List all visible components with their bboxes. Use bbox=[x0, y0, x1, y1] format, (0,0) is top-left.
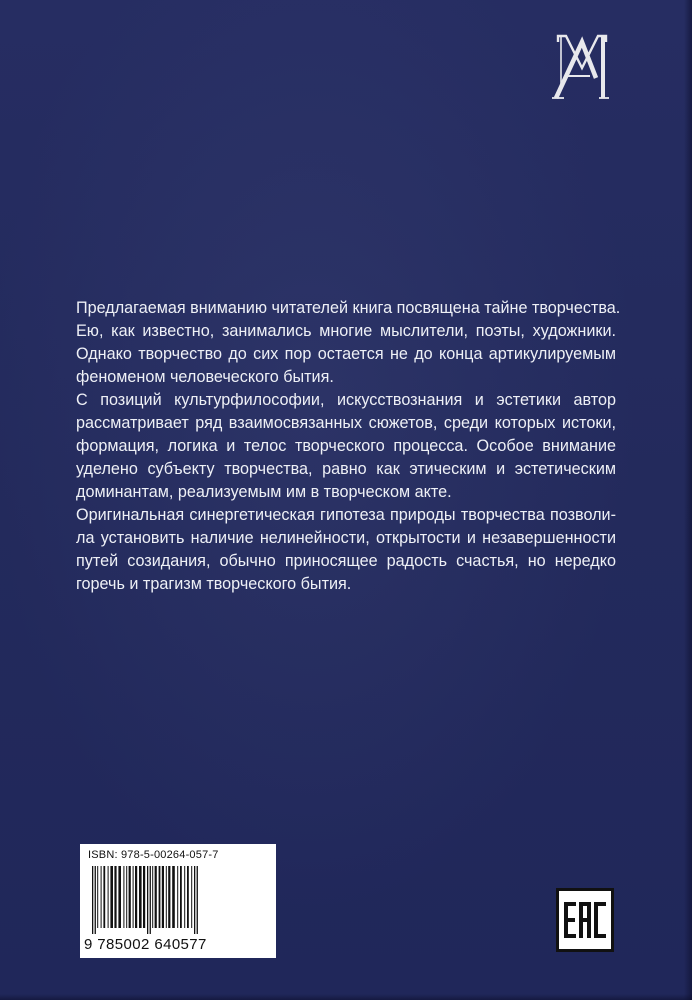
barcode-bar bbox=[166, 866, 167, 928]
description-line: доминантам, реализуемым им в творческом акте. bbox=[76, 483, 452, 501]
spine-shadow bbox=[684, 0, 692, 1000]
barcode-bar bbox=[135, 866, 137, 928]
am-monogram-icon bbox=[552, 28, 612, 104]
barcode-bar bbox=[123, 866, 124, 928]
barcode-bar bbox=[147, 866, 148, 934]
barcode-bar bbox=[184, 866, 185, 928]
description-line: формация, логика и телос творческого процесса. Особое внимание bbox=[76, 437, 616, 455]
bottom-shadow bbox=[0, 994, 692, 1000]
barcode-bar bbox=[126, 866, 127, 928]
description-line: уделено субъекту творчества, равно как этическим и эстетическим bbox=[76, 460, 616, 478]
description-line: Оригинальная синергетическая гипотеза природы творчества позволи- bbox=[76, 506, 616, 524]
description-line: Однако творчество до сих пор остается не до конца артикулируемым bbox=[76, 345, 616, 363]
eac-mark-icon bbox=[556, 888, 614, 952]
barcode-bar bbox=[191, 866, 192, 928]
barcode-icon bbox=[88, 866, 270, 934]
barcode-bar bbox=[108, 866, 109, 928]
barcode-bar bbox=[118, 866, 121, 928]
description-line: рассматривает ряд взаимосвязанных сюжетов, среди которых истоки, bbox=[76, 414, 616, 432]
barcode-bar bbox=[129, 866, 131, 928]
barcode-bar bbox=[103, 866, 105, 928]
description-line: ла установить наличие нелинейности, открытости и незавершенности bbox=[76, 529, 616, 547]
description-line: путей созидания, обычно приносящее радость счастья, но нередко bbox=[76, 552, 616, 570]
barcode-bar bbox=[114, 866, 116, 928]
barcode-bar bbox=[155, 866, 157, 928]
barcode-bar bbox=[150, 866, 151, 934]
description-line: горечь и трагизм творческого бытия. bbox=[76, 575, 352, 593]
barcode-bar bbox=[110, 866, 113, 928]
barcode-bar bbox=[177, 866, 178, 928]
barcode-bar bbox=[139, 866, 142, 928]
barcode-bar bbox=[92, 866, 93, 934]
barcode-bar bbox=[159, 866, 161, 928]
description-line: Предлагаемая вниманию читателей книга посвящена тайне творчества. bbox=[76, 299, 621, 317]
description-line: Ею, как известно, занимались многие мыслители, поэты, художники. bbox=[76, 322, 616, 340]
barcode-bar bbox=[162, 866, 164, 928]
barcode-bar bbox=[101, 866, 102, 928]
barcode-bar bbox=[180, 866, 182, 928]
barcode-bar bbox=[194, 866, 195, 934]
book-description bbox=[76, 297, 621, 596]
barcode-bar bbox=[97, 866, 98, 928]
barcode-bar bbox=[168, 866, 170, 928]
barcode-bar bbox=[152, 866, 153, 928]
description-line: С позиций культурфилософии, искусствознания и эстетики автор bbox=[76, 391, 616, 409]
description-line: феноменом человеческого бытия. bbox=[76, 368, 334, 386]
barcode-bar bbox=[133, 866, 134, 928]
isbn-label: ISBN: 978-5-00264-057-7 bbox=[88, 849, 219, 861]
barcode-bar bbox=[172, 866, 175, 928]
barcode-bar bbox=[187, 866, 189, 928]
barcode-digits: 9 785002 640577 bbox=[84, 936, 207, 953]
barcode-bar bbox=[95, 866, 96, 934]
barcode-bar bbox=[197, 866, 198, 934]
isbn-barcode bbox=[80, 844, 276, 958]
barcode-bar bbox=[143, 866, 145, 928]
